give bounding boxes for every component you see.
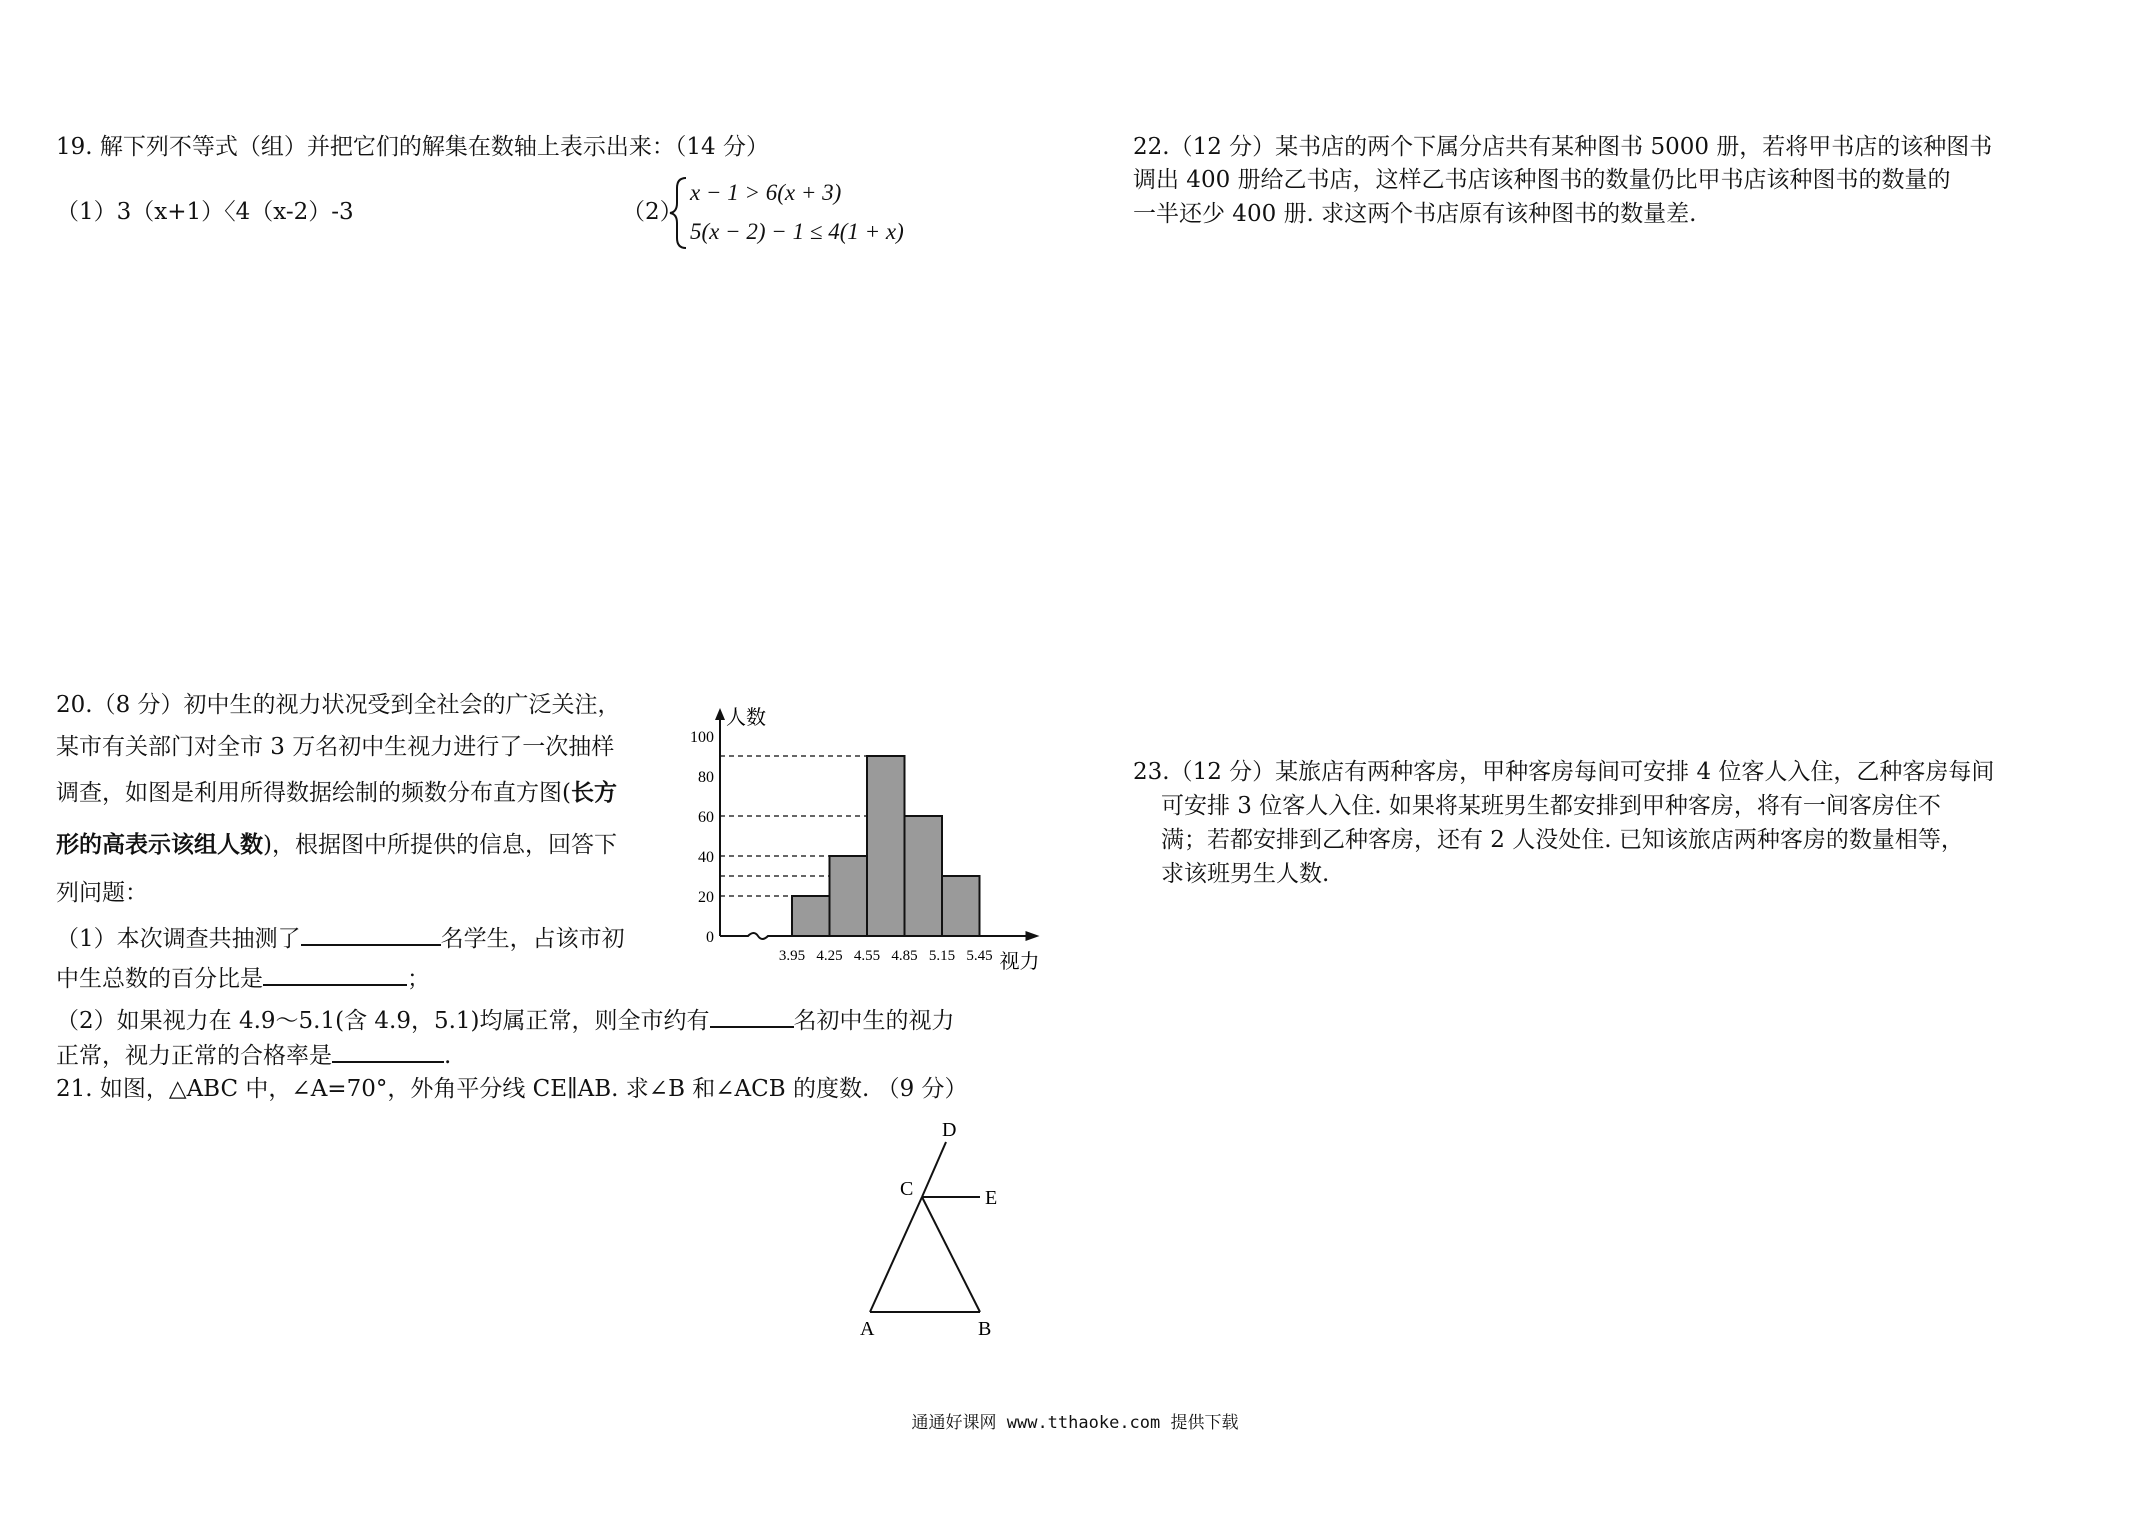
y-tick-label: 100 <box>690 729 714 746</box>
histogram-bar <box>792 896 830 936</box>
label-a: A <box>860 1318 875 1340</box>
system-line-2: 5(x − 2) − 1 ≤ 4(1 + x) <box>690 219 904 244</box>
histogram-bar <box>867 756 905 936</box>
y-tick-label: 80 <box>698 769 714 786</box>
question-21-text: 21. 如图，△ABC 中，∠A=70°，外角平分线 CE∥AB. 求∠B 和∠ACB 的度数. （9 分） <box>56 1076 968 1102</box>
x-tick-label: 5.15 <box>928 948 956 964</box>
histogram-bar <box>942 876 980 936</box>
q20-p1-text-c: 中生总数的百分比是 <box>56 966 263 992</box>
question-23-line-1: 23.（12 分）某旅店有两种客房，甲种客房每间可安排 4 位客人入住，乙种客房每间 <box>1133 759 1995 785</box>
histogram-bar <box>905 816 943 936</box>
triangle-figure <box>840 1110 1020 1340</box>
question-19-part-1: （1）3（x+1）〈4（x-2）-3 <box>56 199 354 225</box>
x-axis-arrow <box>1026 931 1040 941</box>
x-tick-label: 5.45 <box>966 948 993 964</box>
y-tick-label: 20 <box>698 889 714 906</box>
q20-p1-text-d: ； <box>407 966 430 992</box>
normal-vision-count-blank[interactable] <box>710 1002 794 1028</box>
q20-p1-text-a: （1）本次调查共抽测了 <box>56 926 301 952</box>
question-23-line-2: 可安排 3 位客人入住. 如果将某班男生都安排到甲种客房，将有一间客房住不 <box>1161 793 1941 819</box>
question-19-title: 19. 解下列不等式（组）并把它们的解集在数轴上表示出来：（14 分） <box>56 134 769 160</box>
label-d: D <box>942 1119 957 1141</box>
question-20-line-3-emphasis: 长方 <box>570 779 617 806</box>
question-20-line-2: 某市有关部门对全市 3 万名初中生视力进行了一次抽样 <box>56 734 615 760</box>
question-20-line-3 <box>56 776 617 810</box>
question-20-line-4 <box>56 828 617 862</box>
question-22-line-3: 一半还少 400 册. 求这两个书店原有该种图书的数量差. <box>1133 201 1697 227</box>
question-20-line-3-text: 调查，如图是利用所得数据绘制的频数分布直方图( <box>56 780 571 806</box>
histogram-bar <box>830 856 868 936</box>
question-20-line-4-text: )，根据图中所提供的信息，回答下 <box>263 832 617 858</box>
x-tick-label: 4.25 <box>816 948 843 964</box>
question-20-part-1-cont <box>56 960 430 996</box>
y-axis-arrow <box>715 708 725 720</box>
side-bc <box>922 1197 980 1312</box>
system-brace <box>668 176 690 250</box>
x-axis-label: 视力 <box>999 951 1040 970</box>
x-tick-label: 4.55 <box>853 948 881 964</box>
question-20-part-1 <box>56 920 625 956</box>
system-line-1: x − 1 > 6(x + 3) <box>690 180 842 205</box>
question-20-line-1: 20.（8 分）初中生的视力状况受到全社会的广泛关注， <box>56 692 621 718</box>
y-tick-label: 60 <box>698 809 714 826</box>
question-23-line-4: 求该班男生人数. <box>1161 861 1330 887</box>
students-count-blank[interactable] <box>301 920 441 946</box>
label-b: B <box>978 1318 992 1340</box>
question-22-line-2: 调出 400 册给乙书店，这样乙书店该种图书的数量仍比甲书店该种图书的数量的 <box>1133 167 1951 193</box>
q20-p1-text-b: 名学生，占该市初 <box>440 926 625 952</box>
question-20-line-4-emphasis: 形的高表示该组人数 <box>56 831 263 858</box>
question-20-part-2-cont <box>56 1037 451 1073</box>
q20-p2-text-b: 名初中生的视力 <box>793 1008 955 1034</box>
question-22-line-1: 22.（12 分）某书店的两个下属分店共有某种图书 5000 册，若将甲书店的该种图书 <box>1133 134 1993 160</box>
label-c: C <box>900 1178 914 1200</box>
label-e: E <box>985 1187 998 1209</box>
x-tick-label: 4.85 <box>891 948 918 964</box>
pass-rate-blank[interactable] <box>332 1037 444 1063</box>
y-axis-label: 人数 <box>726 707 766 729</box>
ray-cd <box>922 1142 946 1197</box>
page-footer: 通通好课网 www.tthaoke.com 提供下载 <box>911 1413 1239 1433</box>
question-20-part-2 <box>56 1002 955 1038</box>
question-20-line-5: 列问题： <box>56 880 148 906</box>
q20-p2-text-d: . <box>444 1043 452 1069</box>
percentage-blank[interactable] <box>263 960 407 986</box>
y-tick-label: 40 <box>698 849 714 866</box>
q20-p2-text-a: （2）如果视力在 4.9～5.1(含 4.9，5.1)均属正常，则全市约有 <box>56 1008 710 1034</box>
vision-histogram <box>680 700 1050 970</box>
x-tick-label: 3.95 <box>778 948 806 964</box>
y-tick-label: 0 <box>706 929 714 946</box>
q20-p2-text-c: 正常，视力正常的合格率是 <box>56 1043 332 1069</box>
question-23-line-3: 满；若都安排到乙种客房，还有 2 人没处住. 已知该旅店两种客房的数量相等， <box>1161 827 1964 853</box>
question-19-part-2-label: （2） <box>622 199 683 225</box>
side-ac <box>870 1197 922 1312</box>
